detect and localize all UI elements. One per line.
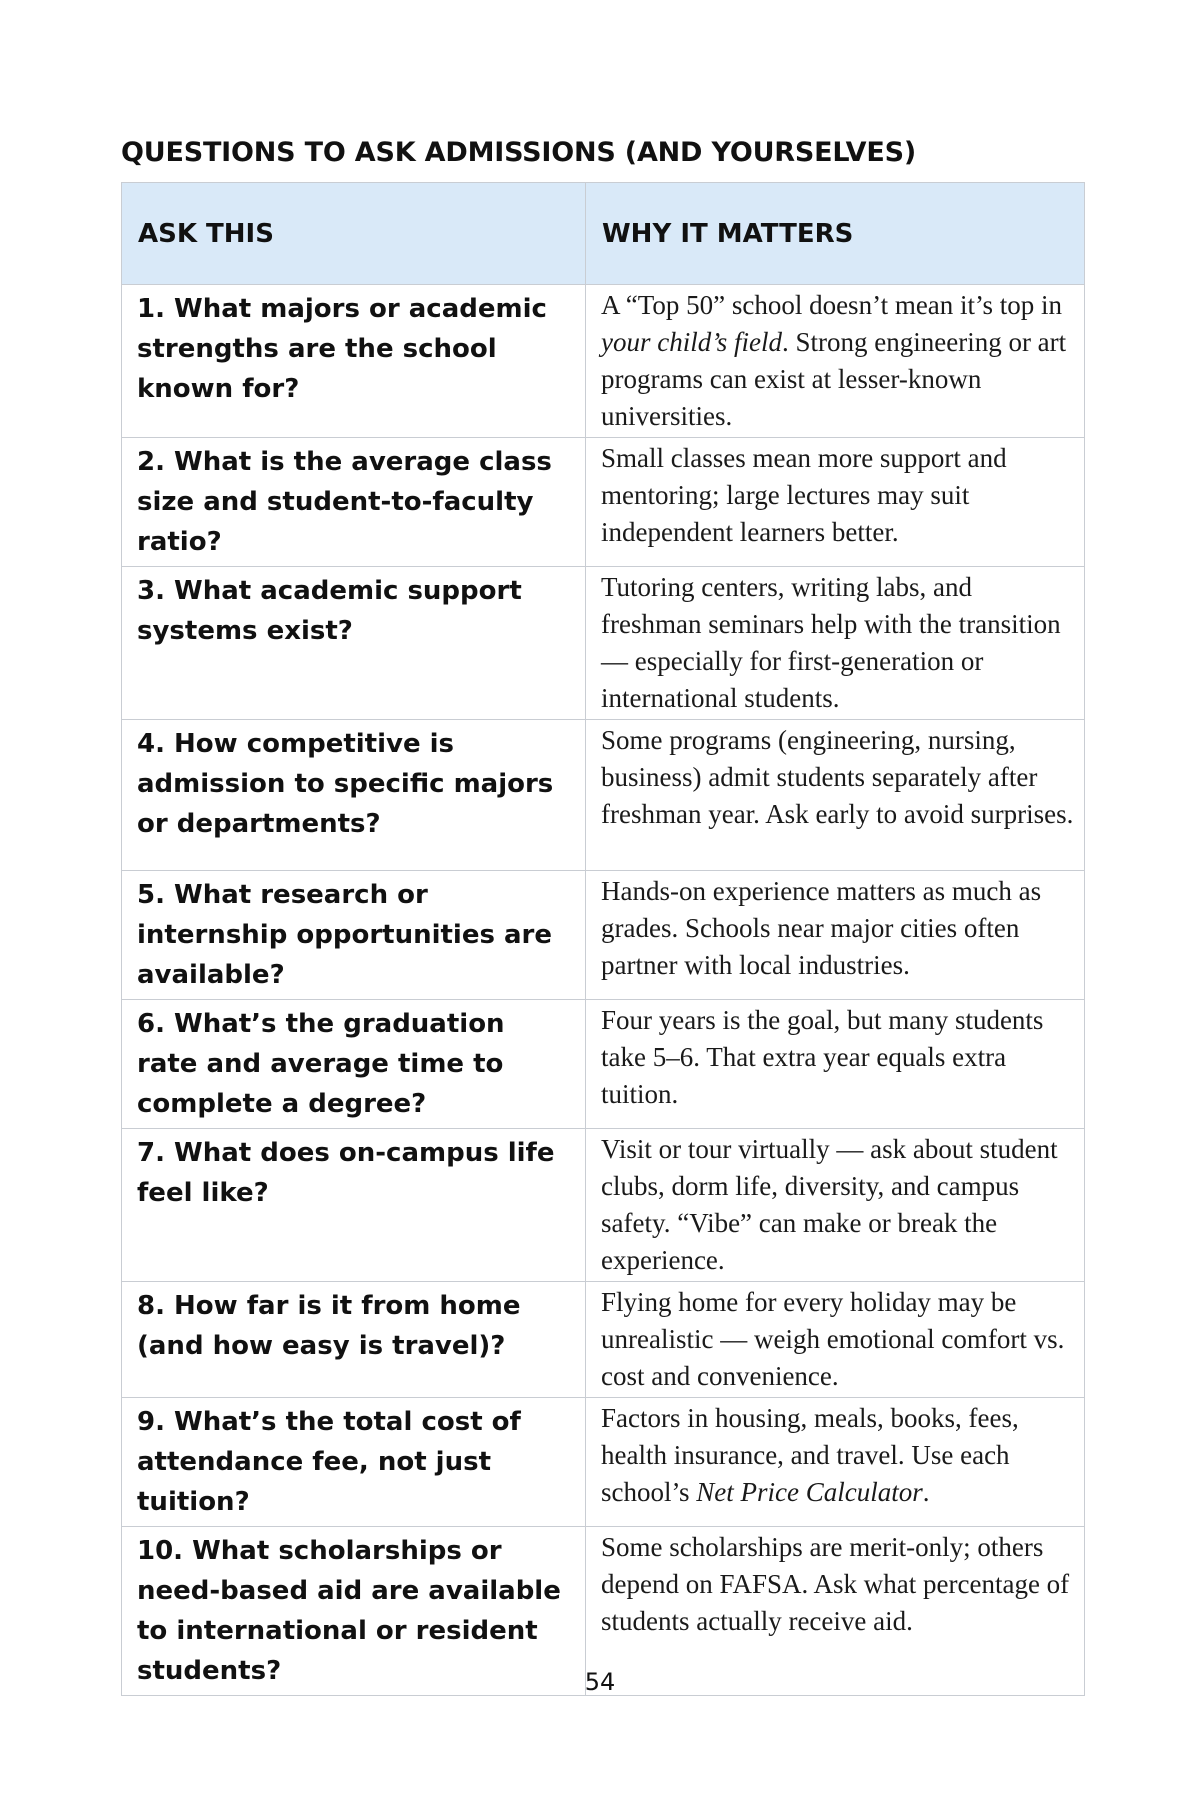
- question-cell: 6. What’s the graduation rate and average time to complete a degree?: [122, 1000, 586, 1129]
- question-cell: 3. What academic support systems exist?: [122, 567, 586, 720]
- answer-text: Some programs (engineering, nursing, business) admit students separately after freshman year. Ask early to avoid surprises.: [601, 725, 1074, 829]
- question-cell: 8. How far is it from home (and how easy is travel)?: [122, 1282, 586, 1398]
- answer-cell: [586, 285, 1085, 438]
- answer-text-end: .: [922, 1477, 930, 1507]
- table-row: [122, 285, 1085, 438]
- question-cell: 9. What’s the total cost of attendance fee, not just tuition?: [122, 1398, 586, 1527]
- answer-text-end: . Strong engineering or art programs can exist at lesser-known universities.: [601, 327, 1067, 431]
- column-header-ask-this: ASK THIS: [122, 183, 586, 285]
- answer-text: Factors in housing, meals, books, fees, health insurance, and travel. Use each school’s: [601, 1403, 1019, 1507]
- question-cell: 5. What research or internship opportunities are available?: [122, 871, 586, 1000]
- answer-cell: [586, 1398, 1085, 1527]
- answer-text: Some scholarships are merit-only; others depend on FAFSA. Ask what percentage of students actually receive aid.: [601, 1532, 1070, 1636]
- question-cell: 2. What is the average class size and student-to-faculty ratio?: [122, 438, 586, 567]
- questions-table: [121, 182, 1085, 1696]
- answer-emphasis: Net Price Calculator: [696, 1477, 923, 1507]
- question-cell: 4. How competitive is admission to specific majors or departments?: [122, 720, 586, 871]
- answer-cell: [586, 438, 1085, 567]
- question-cell: 7. What does on-campus life feel like?: [122, 1129, 586, 1282]
- answer-text: Small classes mean more support and mentoring; large lectures may suit independent learners better.: [601, 443, 1007, 547]
- answer-emphasis: your child’s field: [601, 327, 782, 357]
- answer-cell: [586, 720, 1085, 871]
- answer-text: A “Top 50” school doesn’t mean it’s top in: [601, 290, 1063, 320]
- table-row: [122, 1000, 1085, 1129]
- page-number: 54: [584, 1668, 616, 1696]
- table-header-row: [122, 183, 1085, 285]
- table-row: [122, 1282, 1085, 1398]
- answer-cell: [586, 1282, 1085, 1398]
- table-row: [122, 438, 1085, 567]
- question-cell: 10. What scholarships or need-based aid are available to international or resident students?: [122, 1527, 586, 1696]
- answer-text: Tutoring centers, writing labs, and freshman seminars help with the transition — especially for first-generation or international students.: [601, 572, 1061, 713]
- answer-text: Four years is the goal, but many students take 5–6. That extra year equals extra tuition.: [601, 1005, 1044, 1109]
- answer-cell: [586, 1129, 1085, 1282]
- answer-text: Flying home for every holiday may be unrealistic — weigh emotional comfort vs. cost and convenience.: [601, 1287, 1065, 1391]
- table-row: [122, 1129, 1085, 1282]
- answer-text: Hands-on experience matters as much as grades. Schools near major cities often partner with local industries.: [601, 876, 1042, 980]
- answer-cell: [586, 871, 1085, 1000]
- section-title: QUESTIONS TO ASK ADMISSIONS (AND YOURSELVES): [121, 137, 917, 168]
- table-row: [122, 567, 1085, 720]
- table-row: [122, 871, 1085, 1000]
- answer-cell: [586, 1000, 1085, 1129]
- answer-text: Visit or tour virtually — ask about student clubs, dorm life, diversity, and campus safety. “Vibe” can make or break the experience.: [601, 1134, 1058, 1275]
- answer-cell: [586, 567, 1085, 720]
- table-row: [122, 720, 1085, 871]
- table-row: [122, 1398, 1085, 1527]
- column-header-why-it-matters: WHY IT MATTERS: [586, 183, 1085, 285]
- question-cell: 1. What majors or academic strengths are the school known for?: [122, 285, 586, 438]
